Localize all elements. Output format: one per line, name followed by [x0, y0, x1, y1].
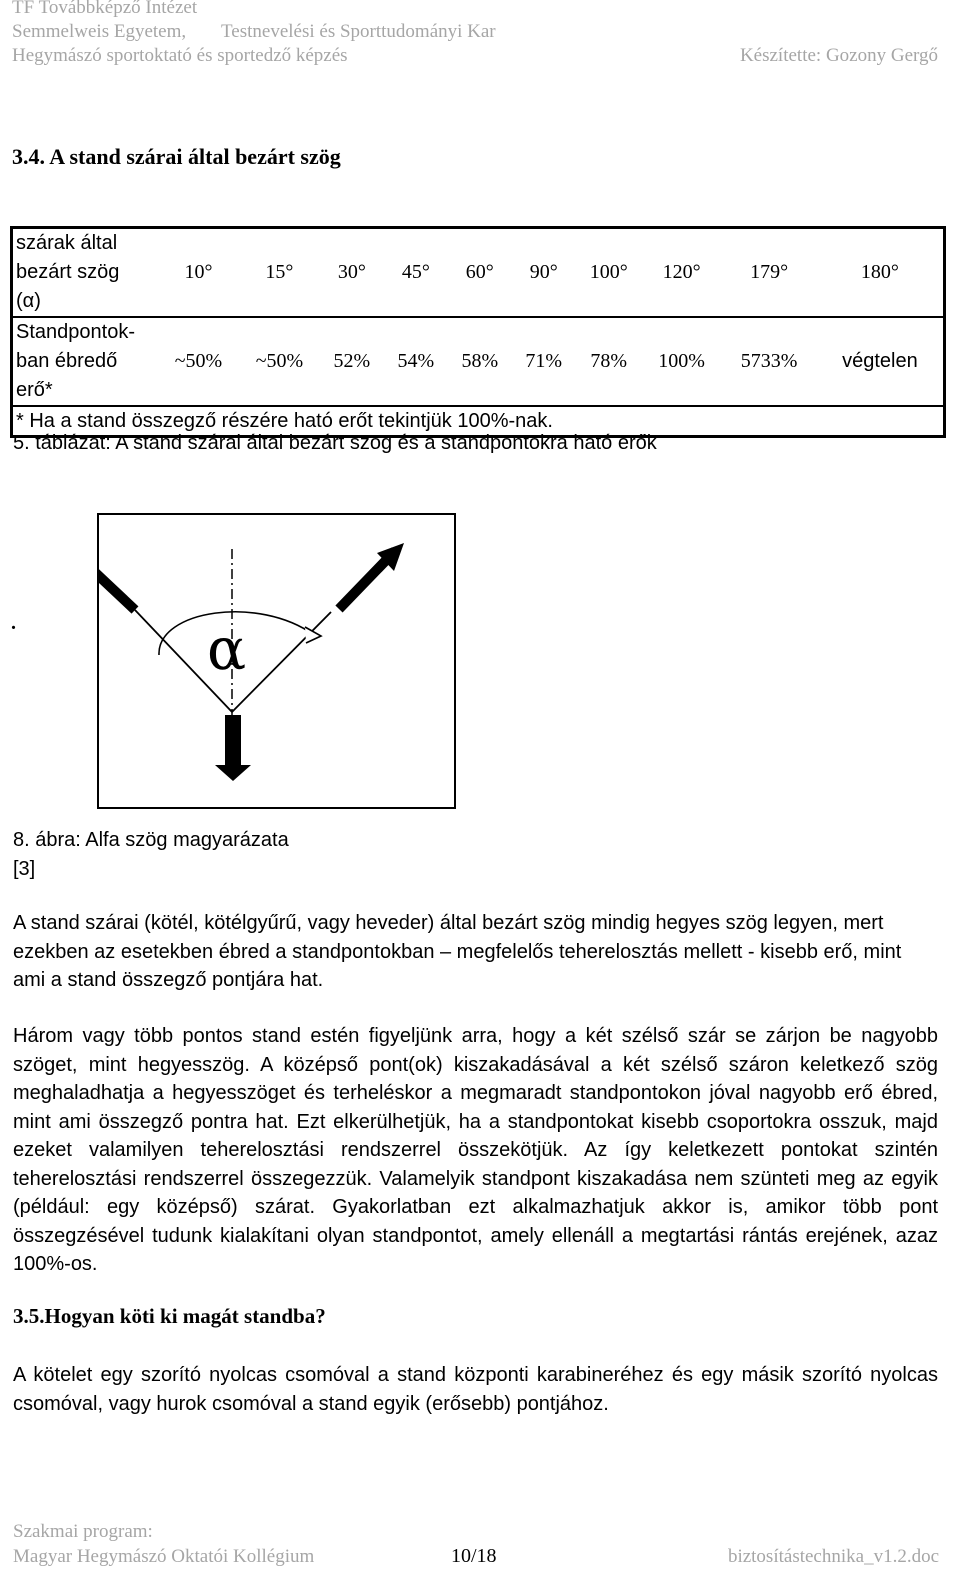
- paragraph-tie-in: A kötelet egy szorító nyolcas csomóval a stand központi karabineréhez és egy másik szorító nyolcas csomóval, vagy hurok csomóval a stand egyik (erősebb) pontjához.: [13, 1364, 938, 1415]
- table-cell: 60°: [448, 228, 512, 318]
- header-faculty: Testnevelési és Sporttudományi Kar: [221, 21, 496, 42]
- table-footnote: * Ha a stand összegző részére ható erőt tekintjük 100%-nak.: [16, 410, 553, 432]
- alpha-diagram: [99, 515, 454, 807]
- figure-caption: [13, 826, 289, 884]
- alpha-angle-figure: [97, 513, 456, 809]
- left-force-arrow: [99, 538, 135, 610]
- header-university: Semmelweis Egyetem,: [12, 21, 187, 42]
- angle-row-label: [12, 228, 159, 318]
- header-institute: TF Továbbképző Intézet: [12, 0, 198, 18]
- table-cell: 30°: [320, 228, 384, 318]
- label-line: (α): [16, 290, 41, 312]
- right-leg-line: [232, 612, 331, 712]
- table-cell: ~50%: [239, 317, 320, 406]
- table-cell: 58%: [448, 317, 512, 406]
- force-row-label: [12, 317, 159, 406]
- footer-page-number: 10/18: [451, 1545, 497, 1567]
- table-cell: 10°: [158, 228, 239, 318]
- table-cell: 5733%: [721, 317, 816, 406]
- label-line: bezárt szög: [16, 261, 120, 283]
- table-caption: 5. táblázat: A stand szárai által bezárt szög és a standpontokra ható erők: [13, 432, 657, 454]
- angle-force-table: [10, 226, 946, 438]
- table-row-force: [12, 317, 945, 406]
- section-title: 3.4. A stand szárai által bezárt szög: [12, 144, 341, 169]
- table-cell: végtelen: [817, 317, 945, 406]
- figure-caption-reference: [3]: [13, 858, 36, 880]
- header-course: Hegymászó sportoktató és sportedző képzés: [12, 45, 348, 66]
- paragraph-multi-point-stand: Három vagy több pontos stand estén figyeljünk arra, hogy a két szélső szár se zárjon be nagyobb szöget, mint hegyesszög. A középső pont(ok) kiszakadásával a két szélső száron keletkező szög meghaladhatja a hegyesszöget és terheléskor a megmaradt standpontokon jóval nagyobb erő ébred, mint ami összegző pontra hat. Ezt elkerülhetjük, ha a standpontokat kisebb csoportokra osszuk, majd ezeket valamilyen teherelosztási rendszerrel összekötjük. Az így keletkezett pontokat szintén teherelosztási rendszerrel összegezzük. Valamelyik standpont kiszakadása nem szünteti meg az egyik (például: egy középső) szárat. Gyakorlatban ezt alkalmazhatjuk akkor is, amikor több pont összegzésével tudunk kialakítani olyan standpontot, amely ellenáll a megtartási rántás erejének, azaz 100%-os.: [13, 1025, 938, 1275]
- right-force-arrow: [339, 543, 404, 609]
- table-cell: 179°: [721, 228, 816, 318]
- table-cell: 52%: [320, 317, 384, 406]
- table-row-angle: [12, 228, 945, 318]
- table-cell: 90°: [512, 228, 576, 318]
- table-cell: ~50%: [158, 317, 239, 406]
- table-cell: 54%: [384, 317, 448, 406]
- table-cell: 120°: [642, 228, 722, 318]
- paragraph-acute-angle: A stand szárai (kötél, kötélgyűrű, vagy heveder) által bezárt szög mindig hegyes szög legyen, mert ezekben az esetekben ébred a standpontokban – megfelelős teherelosztás mellett - kisebb erő, mint ami a stand összegző pontjára hat.: [13, 912, 902, 991]
- figure-caption-title: 8. ábra: Alfa szög magyarázata: [13, 829, 289, 851]
- label-line: Standpontok-: [16, 321, 135, 343]
- stray-dot: .: [11, 612, 16, 634]
- table-cell: 71%: [512, 317, 576, 406]
- table-cell: 45°: [384, 228, 448, 318]
- table-cell: 78%: [576, 317, 642, 406]
- header-author: Készítette: Gozony Gergő: [739, 45, 938, 66]
- alpha-label: α: [207, 615, 247, 683]
- footer-filename: biztosítástechnika_v1.2.doc: [727, 1546, 939, 1567]
- table-cell: 15°: [239, 228, 320, 318]
- section-title-tie-in: 3.5.Hogyan köti ki magát standba?: [13, 1304, 326, 1328]
- load-arrow: [215, 715, 251, 781]
- table-cell: 100°: [576, 228, 642, 318]
- table-cell: 180°: [817, 228, 945, 318]
- footer-program-label: Szakmai program:: [13, 1521, 153, 1542]
- label-line: szárak által: [16, 232, 118, 254]
- label-line: erő*: [16, 379, 53, 401]
- table-cell: 100%: [642, 317, 722, 406]
- label-line: ban ébredő: [16, 350, 118, 372]
- footer-organization: Magyar Hegymászó Oktatói Kollégium: [13, 1546, 315, 1567]
